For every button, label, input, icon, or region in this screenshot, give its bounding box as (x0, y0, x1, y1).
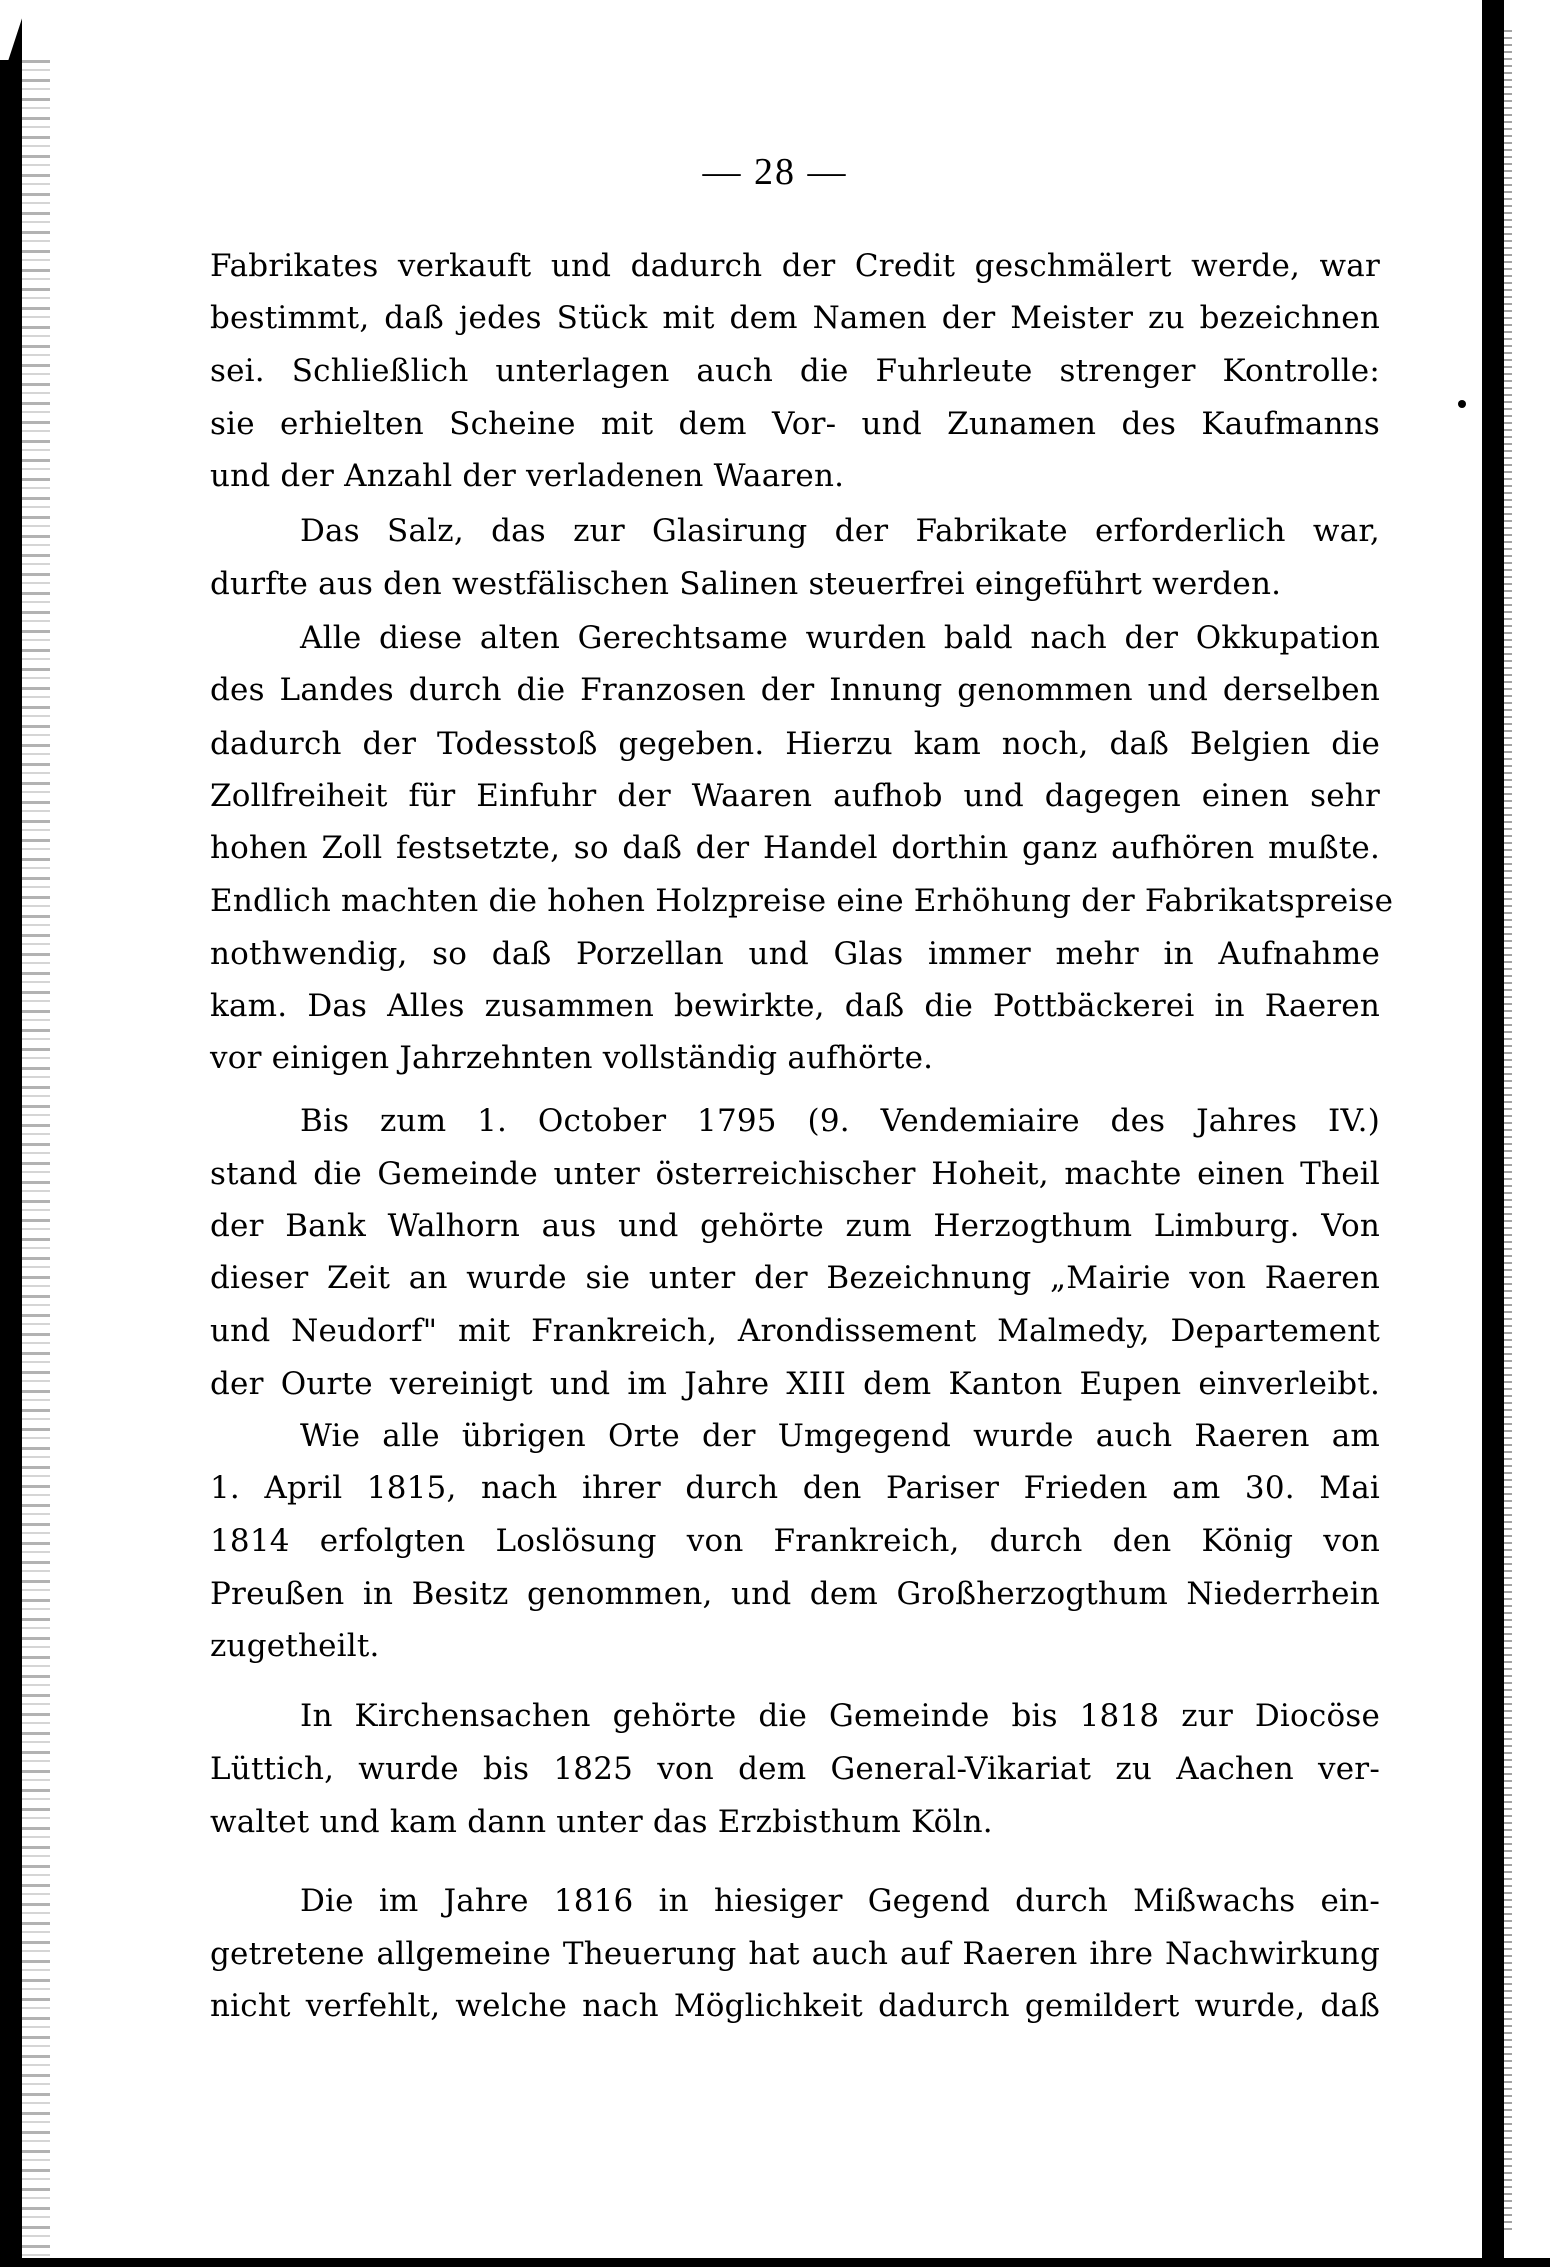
text-line: Bis zum 1. October 1795 (9. Vendemiaire des Jahres IV.) (300, 1103, 1380, 1139)
text-line: 1. April 1815, nach ihrer durch den Pariser Frieden am 30. Mai (210, 1470, 1380, 1506)
text-line: vor einigen Jahrzehnten vollständig aufhörte. (210, 1040, 934, 1076)
text-line: bestimmt, daß jedes Stück mit dem Namen der Meister zu bezeichnen (210, 300, 1380, 336)
scan-edge-left (0, 0, 22, 2267)
text-line: Alle diese alten Gerechtsame wurden bald nach der Okkupation (300, 620, 1380, 656)
text-line: dadurch der Todesstoß gegeben. Hierzu kam noch, daß Belgien die (210, 726, 1380, 762)
scan-noise-right (1500, 30, 1512, 2230)
text-line: kam. Das Alles zusammen bewirkte, daß die Pottbäckerei in Raeren (210, 988, 1380, 1024)
text-line: Zollfreiheit für Einfuhr der Waaren aufhob und dagegen einen sehr (210, 778, 1380, 814)
text-line: Lüttich, wurde bis 1825 von dem General-Vikariat zu Aachen ver- (210, 1751, 1380, 1787)
ink-speck (1458, 400, 1466, 408)
text-line: Wie alle übrigen Orte der Umgegend wurde auch Raeren am (300, 1418, 1380, 1454)
text-line: und der Anzahl der verladenen Waaren. (210, 458, 845, 494)
text-line: dieser Zeit an wurde sie unter der Bezeichnung „Mairie von Raeren (210, 1260, 1380, 1296)
text-line: Endlich machten die hohen Holzpreise eine Erhöhung der Fabrikatspreise (210, 883, 1394, 919)
text-line: Das Salz, das zur Glasirung der Fabrikate erforderlich war, (300, 513, 1380, 549)
text-line: Fabrikates verkauft und dadurch der Credit geschmälert werde, war (210, 248, 1380, 284)
text-line: waltet und kam dann unter das Erzbisthum Köln. (210, 1804, 993, 1840)
text-line: stand die Gemeinde unter österreichischer Hoheit, machte einen Theil (210, 1156, 1380, 1192)
text-line: durfte aus den westfälischen Salinen steuerfrei eingeführt werden. (210, 566, 1282, 602)
text-line: des Landes durch die Franzosen der Innung genommen und derselben (210, 672, 1380, 708)
text-line: 1814 erfolgten Loslösung von Frankreich, durch den König von (210, 1523, 1380, 1559)
page-number: — 28 — (702, 151, 848, 193)
scan-edge-bottom (20, 2258, 1550, 2267)
text-line: nicht verfehlt, welche nach Möglichkeit dadurch gemildert wurde, daß (210, 1988, 1380, 2024)
text-line: nothwendig, so daß Porzellan und Glas immer mehr in Aufnahme (210, 936, 1380, 972)
text-line: Preußen in Besitz genommen, und dem Großherzogthum Niederrhein (210, 1576, 1380, 1612)
text-line: der Bank Walhorn aus und gehörte zum Herzogthum Limburg. Von (210, 1208, 1380, 1244)
text-line: Die im Jahre 1816 in hiesiger Gegend durch Mißwachs ein- (300, 1883, 1380, 1919)
text-line: und Neudorf" mit Frankreich, Arondissement Malmedy, Departement (210, 1313, 1380, 1349)
text-line: sei. Schließlich unterlagen auch die Fuhrleute strenger Kontrolle: (210, 353, 1380, 389)
text-line: zugetheilt. (210, 1628, 380, 1664)
scan-noise-left (22, 60, 50, 2267)
text-line: der Ourte vereinigt und im Jahre XIII dem Kanton Eupen einverleibt. (210, 1366, 1380, 1402)
text-line: hohen Zoll festsetzte, so daß der Handel dorthin ganz aufhören mußte. (210, 830, 1380, 866)
text-line: In Kirchensachen gehörte die Gemeinde bis 1818 zur Diocöse (300, 1698, 1380, 1734)
text-line: sie erhielten Scheine mit dem Vor- und Zunamen des Kaufmanns (210, 406, 1380, 442)
text-line: getretene allgemeine Theuerung hat auch auf Raeren ihre Nachwirkung (210, 1936, 1380, 1972)
